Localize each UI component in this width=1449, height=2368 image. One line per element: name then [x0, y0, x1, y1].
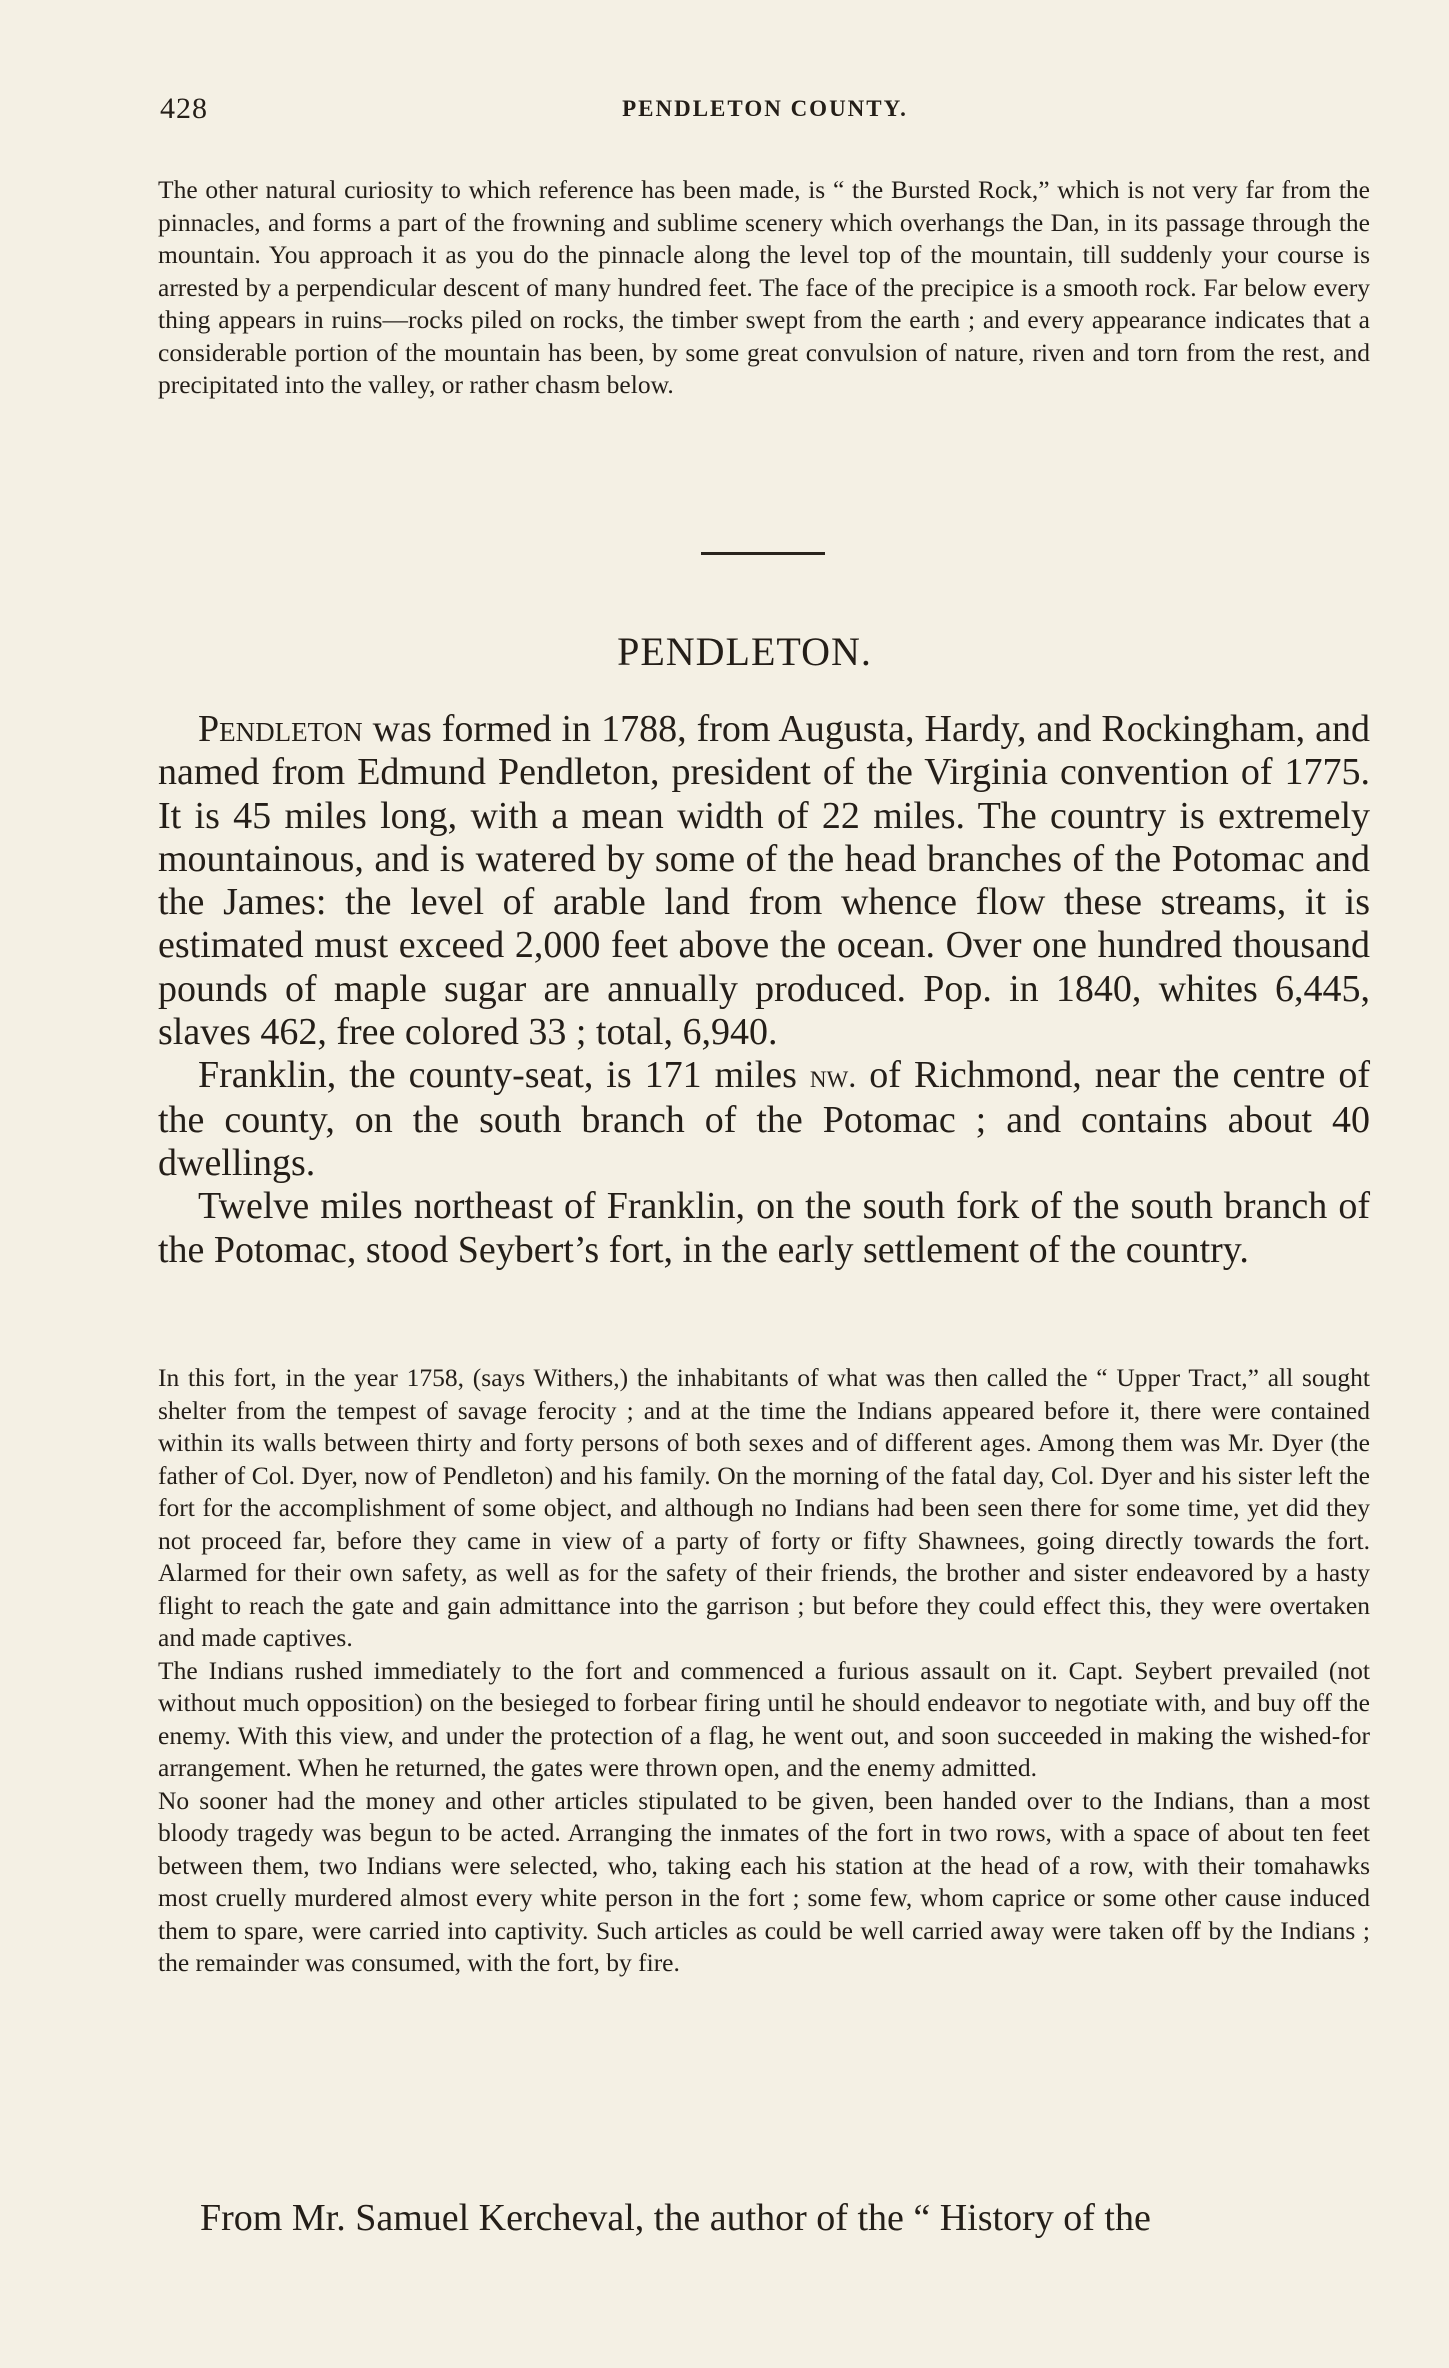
withers-quotation [158, 1362, 1370, 1980]
page-number: 428 [160, 92, 208, 125]
section-heading: PENDLETON. [617, 629, 872, 674]
quote-paragraph-3: No sooner had the money and other articles stipulated to be given, been handed over to the Indians, than a most bloody tragedy was begun to be acted. Arranging the inmates of the fort in two rows, with a space of about ten feet between them, two Indians were selected, who, taking each his station at the head of a row, with their tomahawks most cruelly murdered almost every white person in the fort ; some few, whom caprice or some other cause induced them to spare, were carried into captivity. Such articles as could be well carried away were taken off by the Indians ; the remainder was consumed, with the fort, by fire. [158, 1785, 1370, 1977]
intro-paragraph: The other natural curiosity to which reference has been made, is “ the Bursted Rock,” which is not very far from the pinnacles, and forms a part of the frowning and sublime scenery which overhangs the Dan, in its passage through the mountain. You approach it as you do the pinnacle along the level top of the mountain, till suddenly your course is arrested by a perpendicular descent of many hundred feet. The face of the precipice is a smooth rock. Far below every thing appears in ruins—rocks piled on rocks, the timber swept from the earth ; and every appearance indicates that a considerable portion of the mountain has been, by some great convulsion of nature, riven and torn from the rest, and precipitated into the valley, or rather chasm below. [158, 175, 1370, 399]
county-description [158, 708, 1370, 1272]
running-head: PENDLETON COUNTY. [622, 96, 908, 121]
county-paragraph-3: Twelve miles northeast of Franklin, on the south fork of the south branch of the Potomac, stood Seybert’s fort, in the early settlement of the country. [158, 1185, 1370, 1271]
county-paragraph-2 [158, 1054, 1370, 1185]
county-paragraph-1-text: was formed in 1788, from Augusta, Hardy, and Rockingham, and named from Edmund Pendleton, president of the Virginia convention of 1775. It is 45 miles long, with a mean width of 22 miles. The country is extremely mountainous, and is watered by some of the head branches of the Potomac and the James: the level of arable land from whence flow these streams, it is estimated must exceed 2,000 feet above the ocean. Over one hundred thousand pounds of maple sugar are annually produced. Pop. in 1840, whites 6,445, slaves 462, free colored 33 ; total, 6,940. [158, 708, 1370, 1054]
direction-abbrev: nw. [809, 1058, 857, 1095]
county-paragraph-2-b: of Richmond, near the centre of the county, on the south branch of the Potomac ; and contains about 40 dwellings. [158, 1054, 1370, 1184]
quote-paragraph-2: The Indians rushed immediately to the fort and commenced a furious assault on it. Capt. Seybert prevailed (not without much opposition) on the besieged to forbear firing until he should endeavor to negotiate with, and buy off the enemy. With this view, and under the protection of a flag, he went out, and soon succeeded in making the wished-for arrangement. When he returned, the gates were thrown open, and the enemy admitted. [158, 1655, 1370, 1782]
page-header [160, 92, 1370, 132]
county-name-lead: Pendleton [198, 708, 363, 750]
closing-line: From Mr. Samuel Kercheval, the author of the “ History of the [200, 2197, 1151, 2239]
section-divider [701, 552, 825, 555]
county-paragraph-2-a: Franklin, the county-seat, is 171 miles [198, 1054, 810, 1097]
intro-section [158, 174, 1370, 402]
county-paragraph-1 [158, 708, 1370, 1054]
quote-paragraph-1: In this fort, in the year 1758, (says Withers,) the inhabitants of what was then called the “ Upper Tract,” all sought shelter from the tempest of savage ferocity ; and at the time the Indians appeared before it, there were contained within its walls between thirty and forty persons of both sexes and of different ages. Among them was Mr. Dyer (the father of Col. Dyer, now of Pendleton) and his family. On the morning of the fatal day, Col. Dyer and his sister left the fort for the accomplishment of some object, and although no Indians had been seen there for some time, yet did they not proceed far, before they came in view of a party of forty or fifty Shawnees, going directly towards the fort. Alarmed for their own safety, as well as for the safety of their friends, the brother and sister endeavored by a hasty flight to reach the gate and gain admittance into the garrison ; but before they could effect this, they were overtaken and made captives. [158, 1363, 1370, 1652]
